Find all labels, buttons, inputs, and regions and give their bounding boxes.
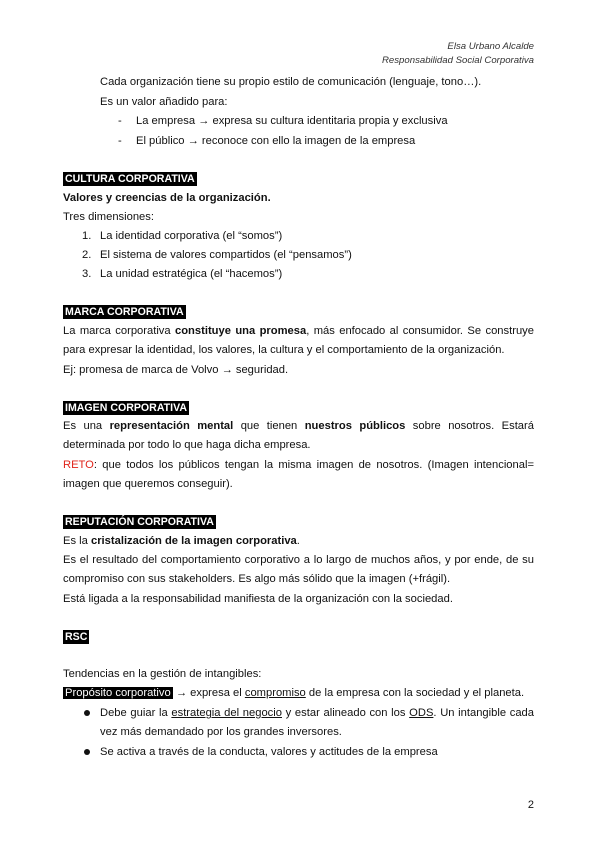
header-subject: Responsabilidad Social Corporativa — [382, 55, 534, 66]
text-run: Es una — [63, 420, 110, 432]
section-heading-cultura: CULTURA CORPORATIVA — [65, 173, 195, 185]
marca-line-2: para expresar la identidad, los valores, la cultura y el comportamiento de la organización. — [63, 344, 505, 356]
underlined-term: compromiso — [244, 687, 306, 699]
section-heading-marca: MARCA CORPORATIVA — [65, 306, 184, 318]
text-run: . Un intangible cada — [433, 707, 535, 719]
dash-marker: - — [118, 115, 122, 127]
rsc-bullet-2: Se activa a través de la conducta, valores y actitudes de la empresa — [100, 746, 438, 758]
reputacion-line-2: Es el resultado del comportamiento corporativo a lo largo de muchos años, y por ende, de su — [63, 554, 534, 566]
bullet-icon — [84, 746, 90, 758]
cultura-subtitle: Valores y creencias de la organización. — [63, 192, 271, 204]
dash-marker: - — [118, 135, 122, 147]
page-header — [382, 40, 534, 68]
text-run: : que todos los públicos tengan la misma imagen de nosotros. (Imagen intencional= — [93, 459, 534, 471]
reputacion-line-4: Está ligada a la responsabilidad manifiesta de la organización con la sociedad. — [63, 593, 453, 605]
imagen-line-3 — [63, 459, 534, 471]
dash-item: El público → reconoce con ello la imagen de la empresa — [136, 135, 416, 147]
text-run: y estar alineado con los — [281, 707, 410, 719]
section-heading-reputacion: REPUTACIÓN CORPORATIVA — [65, 516, 214, 528]
text-run: , más enfocado al consumidor. Se construye — [306, 325, 534, 337]
imagen-line-4: imagen que queremos conseguir). — [63, 478, 233, 490]
section-heading-imagen: IMAGEN CORPORATIVA — [65, 402, 188, 414]
reto-label: RETO — [63, 459, 94, 471]
list-item: La unidad estratégica (el “hacemos”) — [100, 268, 283, 280]
marca-line-3: Ej: promesa de marca de Volvo → seguridad. — [63, 364, 289, 376]
list-number: 2. — [82, 249, 92, 261]
imagen-line-2: determinada por todo lo que haga dicha empresa. — [63, 439, 311, 451]
text-run: Debe guiar la — [100, 707, 172, 719]
marca-line-1 — [63, 325, 534, 337]
intro-line-1: Cada organización tiene su propio estilo de comunicación (lenguaje, tono…). — [100, 76, 482, 88]
text-run: . — [296, 535, 300, 547]
dash-item: La empresa → expresa su cultura identitaria propia y exclusiva — [136, 115, 448, 127]
list-number: 1. — [82, 230, 92, 242]
rsc-proposito — [63, 687, 524, 699]
highlighted-term: Propósito corporativo — [65, 687, 171, 699]
text-run: La marca corporativa — [63, 325, 175, 337]
text-run: que tienen — [233, 420, 305, 432]
intro-line-2: Es un valor añadido para: — [100, 96, 228, 108]
imagen-line-1 — [63, 420, 534, 432]
underlined-term: estrategia del negocio — [171, 707, 282, 719]
list-number: 3. — [82, 268, 92, 280]
rsc-lead: Tendencias en la gestión de intangibles: — [63, 668, 262, 680]
emphasis: cristalización de la imagen corporativa — [90, 535, 297, 547]
section-heading-rsc: RSC — [65, 631, 88, 643]
emphasis: nuestros públicos — [304, 420, 406, 432]
text-run: de la empresa con la sociedad y el planeta. — [305, 687, 525, 699]
list-item: La identidad corporativa (el “somos”) — [100, 230, 283, 242]
text-run: → expresa el — [172, 687, 245, 699]
reputacion-line-3: compromiso con sus stakeholders. Es algo más sólido que la imagen (+frágil). — [63, 573, 451, 585]
emphasis: constituye una promesa — [175, 325, 307, 337]
page-number: 2 — [527, 799, 534, 811]
rsc-bullet-1-line-1 — [100, 707, 534, 719]
list-item: El sistema de valores compartidos (el “pensamos”) — [100, 249, 352, 261]
rsc-bullet-1-line-2: vez más demandado por los grandes inversores. — [100, 726, 342, 738]
emphasis: representación mental — [109, 420, 234, 432]
bullet-icon — [84, 707, 90, 719]
text-run: sobre nosotros. Estará — [405, 420, 534, 432]
header-author: Elsa Urbano Alcalde — [447, 41, 534, 52]
underlined-term: ODS — [409, 707, 434, 719]
text-run: Es la — [63, 535, 91, 547]
cultura-lead: Tres dimensiones: — [63, 211, 154, 223]
reputacion-line-1 — [63, 535, 300, 547]
